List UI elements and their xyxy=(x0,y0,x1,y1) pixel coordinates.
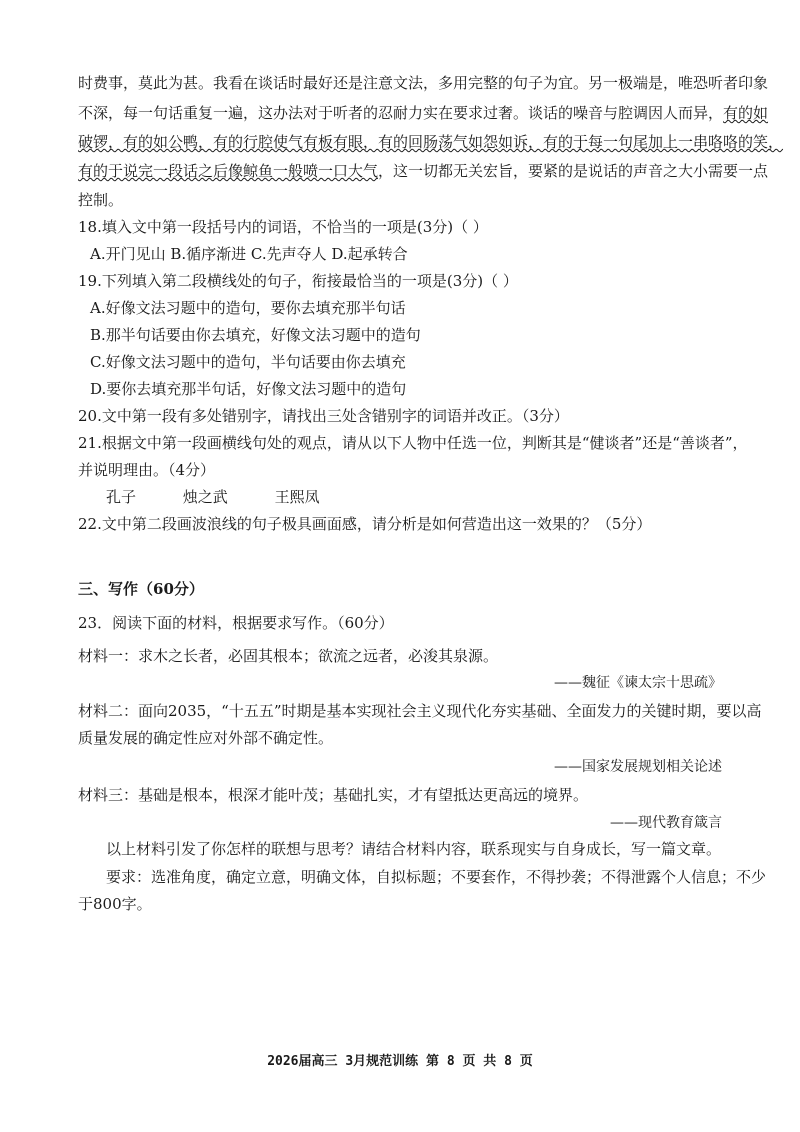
section-heading-writing: 三、写作（60分） xyxy=(78,580,204,598)
passage-line-4 xyxy=(78,160,768,182)
question-23: 23．阅读下面的材料，根据要求写作。（60分） xyxy=(78,614,394,632)
question-20: 20.文中第一段有多处错别字，请找出三处含错别字的词语并改正。（3分） xyxy=(78,407,569,425)
material-2-source: ——国家发展规划相关论述 xyxy=(554,759,722,775)
question-19: 19.下列填入第二段横线处的句子，衔接最恰当的一项是(3分)（ ） xyxy=(78,272,518,290)
writing-requirements-line-1: 要求：选准角度，确定立意，明确文体，自拟标题；不要套作，不得抄袭；不得泄露个人信息；不少 xyxy=(106,868,767,886)
material-2-line-2: 质量发展的确定性应对外部不确定性。 xyxy=(78,729,334,747)
writing-requirements-line-2: 于800字。 xyxy=(78,895,152,913)
question-21-line-2: 并说明理由。（4分） xyxy=(78,461,216,479)
wavy-underlined-text: 有的如 xyxy=(723,104,769,122)
passage-line-3 xyxy=(78,131,783,153)
question-19-option-d: D.要你去填充那半句话，好像文法习题中的造句 xyxy=(90,380,407,398)
question-21-names xyxy=(106,486,362,508)
question-19-option-c: C.好像文法习题中的造句，半句话要由你去填充 xyxy=(90,353,406,371)
question-22: 22.文中第二段画波浪线的句子极具画面感，请分析是如何营造出这一效果的？（5分） xyxy=(78,515,652,533)
question-19-option-a: A.好像文法习题中的造句，要你去填充那半句话 xyxy=(90,299,406,317)
name-option: 孔子 xyxy=(106,488,137,506)
material-1: 材料一：求木之长者，必固其根本；欲流之远者，必浚其泉源。 xyxy=(78,647,499,665)
passage-line-4-text: ，这一切都无关宏旨，要紧的是说话的声音之大小需要一点 xyxy=(378,162,769,180)
wavy-underlined-text: 有的于说完一段话之后像鲸鱼一般喷一口大气 xyxy=(78,162,379,180)
material-2-line-1: 材料二：面向2035，“十五五”时期是基本实现社会主义现代化夯实基础、全面发力的关键时期，要以高 xyxy=(78,702,762,720)
question-21-line-1: 21.根据文中第一段画横线句处的观点，请从以下人物中任选一位，判断其是“健谈者”还是“善谈者”， xyxy=(78,434,748,452)
name-option: 王熙凤 xyxy=(274,488,320,506)
passage-line-1: 时费事，莫此为甚。我看在谈话时最好还是注意文法，多用完整的句子为宜。另一极端是，唯恐听者印象 xyxy=(78,74,769,92)
passage-line-5: 控制。 xyxy=(78,191,124,209)
question-18-options: A.开门见山 B.循序渐进 C.先声夺人 D.起承转合 xyxy=(90,245,408,263)
material-3-source: ——现代教育箴言 xyxy=(610,815,722,831)
question-18: 18.填入文中第一段括号内的词语，不恰当的一项是(3分)（ ） xyxy=(78,218,488,236)
wavy-underlined-text: 破锣，有的如公鸭，有的行腔使气有板有眼，有的回肠荡气如怨如诉，有的于每一句尾加上一串咯咯的笑， xyxy=(78,133,784,151)
writing-prompt: 以上材料引发了你怎样的联想与思考？请结合材料内容，联系现实与自身成长，写一篇文章。 xyxy=(106,840,722,858)
passage-line-2 xyxy=(78,102,768,124)
material-3: 材料三：基础是根本，根深才能叶茂；基础扎实，才有望抵达更高远的境界。 xyxy=(78,786,589,804)
page-footer: 2026届高三 3月规范训练 第 8 页 共 8 页 xyxy=(267,1054,533,1069)
name-option: 烛之武 xyxy=(182,488,228,506)
material-1-source: ——魏征《谏太宗十思疏》 xyxy=(554,675,722,691)
question-19-option-b: B.那半句话要由你去填充，好像文法习题中的造句 xyxy=(90,326,421,344)
passage-line-2-text: 不深，每一句话重复一遍，这办法对于听者的忍耐力实在要求过奢。谈话的噪音与腔调因人而异， xyxy=(78,104,724,122)
